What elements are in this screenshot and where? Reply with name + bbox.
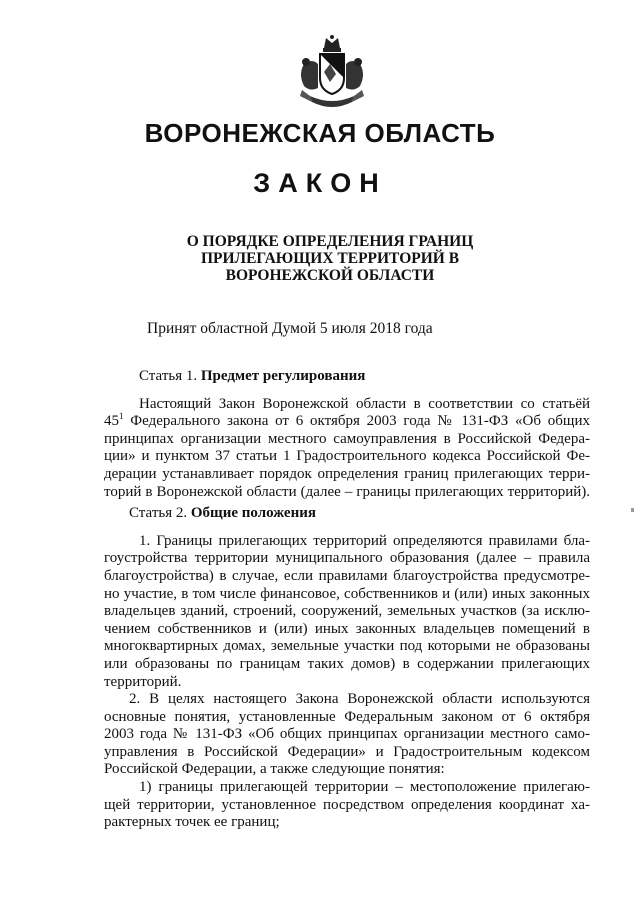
- article-prefix: Статья 2.: [129, 505, 191, 522]
- text-line: Российской Федерации, а также следующие понятия:: [104, 761, 445, 778]
- text-line: дерации устанавливает порядок определения границ прилегающих терри-: [104, 465, 590, 482]
- document-body: [104, 368, 590, 832]
- article-2-paragraph-3: [104, 779, 590, 832]
- text-line: но участие, в том числе финансовое, собственников и (или) иных законных: [104, 585, 590, 602]
- article-prefix: Статья 1.: [139, 368, 201, 384]
- text-line: 1. Границы прилегающих территорий определяются правилами бла-: [139, 532, 590, 549]
- article-title: Предмет регулирования: [200, 368, 366, 384]
- text-line: 2. В целях настоящего Закона Воронежской области используются: [129, 691, 590, 708]
- text-line: принципах организации местного самоуправления в Российской Федера-: [104, 430, 590, 447]
- text-line: [104, 413, 590, 431]
- article-2-paragraph-1: [104, 533, 590, 691]
- law-title: [170, 233, 490, 284]
- text-line: владельцев зданий, строений, сооружений, земельных участков (за исклю-: [104, 603, 590, 620]
- superscript: 1: [119, 411, 124, 422]
- article-1-paragraph: [104, 396, 590, 502]
- text-line: территорий.: [104, 673, 182, 690]
- article-2-heading: [104, 505, 590, 523]
- text-line: 1) границы прилегающей территории – местоположение прилегаю-: [139, 779, 590, 796]
- text-line: рактерных точек ее границ;: [104, 814, 280, 831]
- region-name: ВОРОНЕЖСКАЯ ОБЛАСТЬ: [144, 118, 496, 148]
- adoption-date: Принят областной Думой 5 июля 2018 года: [147, 320, 433, 337]
- text-line: многоквартирных домах, земельные участки под которыми не образованы: [104, 638, 590, 655]
- coat-of-arms-icon: [290, 34, 374, 114]
- law-title-line: О ПОРЯДКЕ ОПРЕДЕЛЕНИЯ ГРАНИЦ: [186, 233, 474, 250]
- text-fragment: Федерального закона от 6 октября 2003 года № 131-ФЗ «Об общих: [123, 413, 590, 430]
- text-line: благоустройства) в случае, если правилами благоустройства предусмотре-: [104, 567, 590, 584]
- text-line: ции» и пунктом 37 статьи 1 Градостроительного кодекса Российской Фе-: [104, 448, 590, 465]
- text-line: основные понятия, установленные Федеральным законом от 6 октября: [104, 708, 590, 725]
- article-2-paragraph-2: [104, 691, 590, 779]
- law-title-line: ВОРОНЕЖСКОЙ ОБЛАСТИ: [225, 267, 435, 284]
- text-line: гоустройства территории муниципального образования (далее – правила: [104, 550, 590, 567]
- text-line: чением собственников и (или) иных законных владельцев помещений в: [104, 620, 590, 637]
- text-line: торий в Воронежской области (далее – границы прилегающих территорий).: [104, 483, 590, 500]
- law-title-line: ПРИЛЕГАЮЩИХ ТЕРРИТОРИЙ В: [200, 250, 460, 267]
- text-line: Настоящий Закон Воронежской области в соответствии со статьёй: [139, 395, 590, 412]
- article-title: Общие положения: [190, 505, 316, 522]
- document-type: ЗАКОН: [253, 168, 387, 198]
- scan-mark: [631, 508, 634, 512]
- text-line: щей территории, установленное посредством определения координат ха-: [104, 796, 590, 813]
- text-line: или образованы по границам таких домов) в содержании прилегающих: [104, 655, 590, 672]
- text-line: 2003 года № 131-ФЗ «Об общих принципах организации местного само-: [104, 726, 590, 743]
- article-number: 45: [104, 413, 119, 430]
- text-line: управления в Российской Федерации» и Градостроительным кодексом: [104, 743, 590, 760]
- article-1-heading: [104, 368, 590, 386]
